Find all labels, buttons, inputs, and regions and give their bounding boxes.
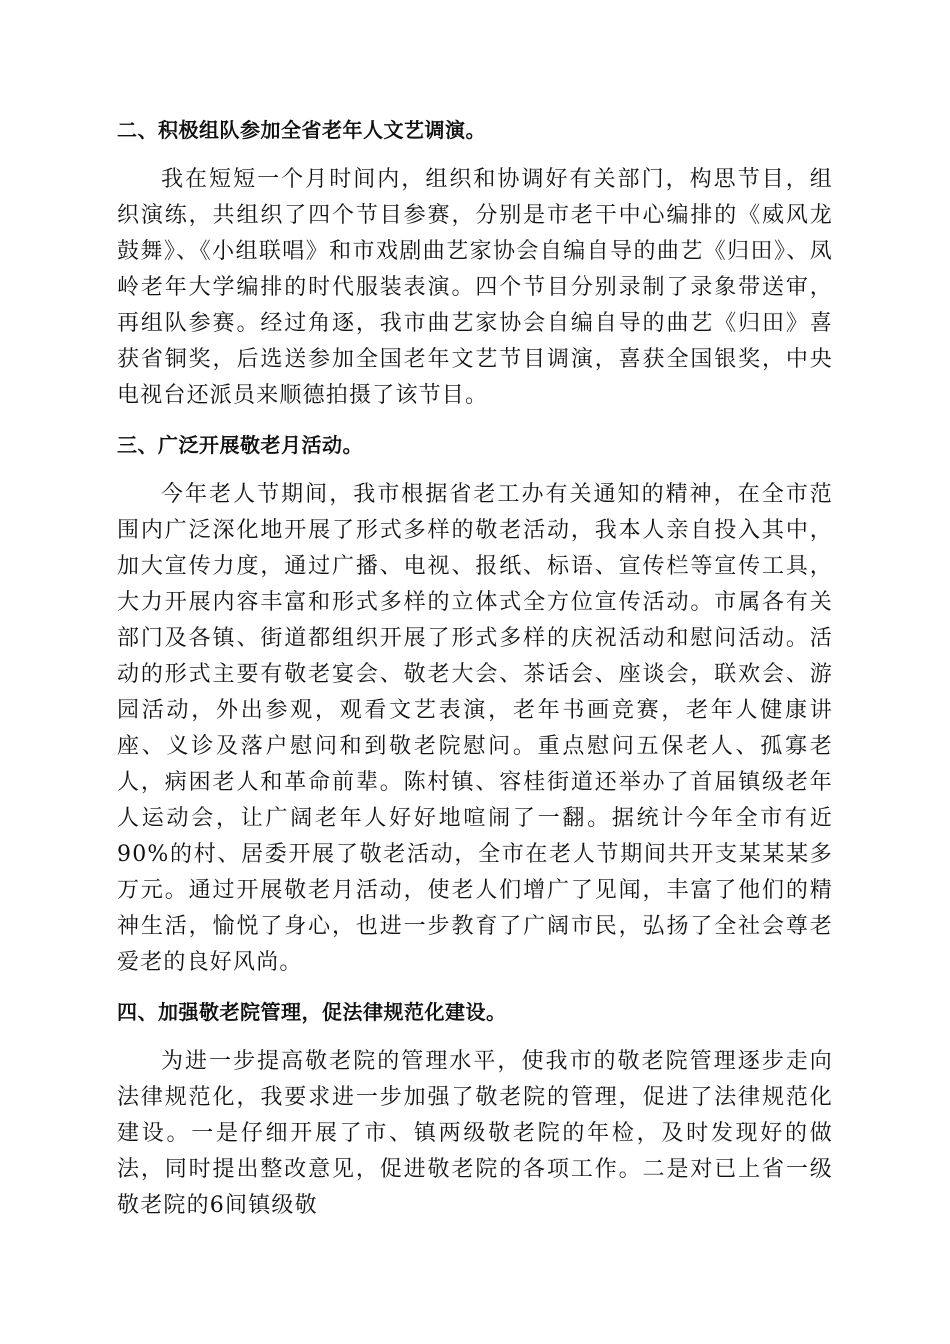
section-paragraph: 为进一步提高敬老院的管理水平，使我市的敬老院管理逐步走向法律规范化，我要求进一步加强了敬老院的管理，促进了法律规范化建设。一是仔细开展了市、镇两级敬老院的年检，及时发现好的做法，同时提出整改意见，促进敬老院的各项工作。二是对已上省一级敬老院的6间镇级敬 <box>117 1049 833 1218</box>
section-paragraph: 今年老人节期间，我市根据省老工办有关通知的精神，在全市范围内广泛深化地开展了形式多样的敬老活动，我本人亲自投入其中，加大宣传力度，通过广播、电视、报纸、标语、宣传栏等宣传工具，大力开展内容丰富和形式多样的立体式全方位宣传活动。市属各有关部门及各镇、街道都组织开展了形式多样的庆祝活动和慰问活动。活动的形式主要有敬老宴会、敬老大会、茶话会、座谈会，联欢会、游园活动，外出参观，观看文艺表演，老年书画竞赛，老年人健康讲座、义诊及落户慰问和到敬老院慰问。重点慰问五保老人、孤寡老人，病困老人和革命前辈。陈村镇、容桂街道还举办了首届镇级老年人运动会，让广阔老年人好好地喧闹了一翻。据统计今年全市有近90%的村、居委开展了敬老活动，全市在老人节期间共开支某某某多万元。通过开展敬老月活动，使老人们增广了见闻，丰富了他们的精神生活，愉悦了身心，也进一步教育了广阔市民，弘扬了全社会尊老爱老的良好风尚。 <box>117 482 833 975</box>
section-4 <box>117 994 833 1224</box>
section-heading: 三、广泛开展敬老月活动。 <box>117 433 363 457</box>
section-2 <box>117 112 833 414</box>
section-heading: 二、积极组队参加全省老年人文艺调演。 <box>117 118 486 142</box>
section-heading: 四、加强敬老院管理，促法律规范化建设。 <box>117 1000 507 1024</box>
document-body <box>117 112 833 1237</box>
section-paragraph: 我在短短一个月时间内，组织和协调好有关部门，构思节目，组织演练，共组织了四个节目参赛，分别是市老干中心编排的《威风龙鼓舞》、《小组联唱》和市戏剧曲艺家协会自编自导的曲艺《归田》、凤岭老年大学编排的时代服装表演。四个节目分别录制了录象带送审，再组队参赛。经过角逐，我市曲艺家协会自编自导的曲艺《归田》喜获省铜奖，后选送参加全国老年文艺节目调演，喜获全国银奖，中央电视台还派员来顺德拍摄了该节目。 <box>117 167 833 408</box>
section-3 <box>117 427 833 981</box>
